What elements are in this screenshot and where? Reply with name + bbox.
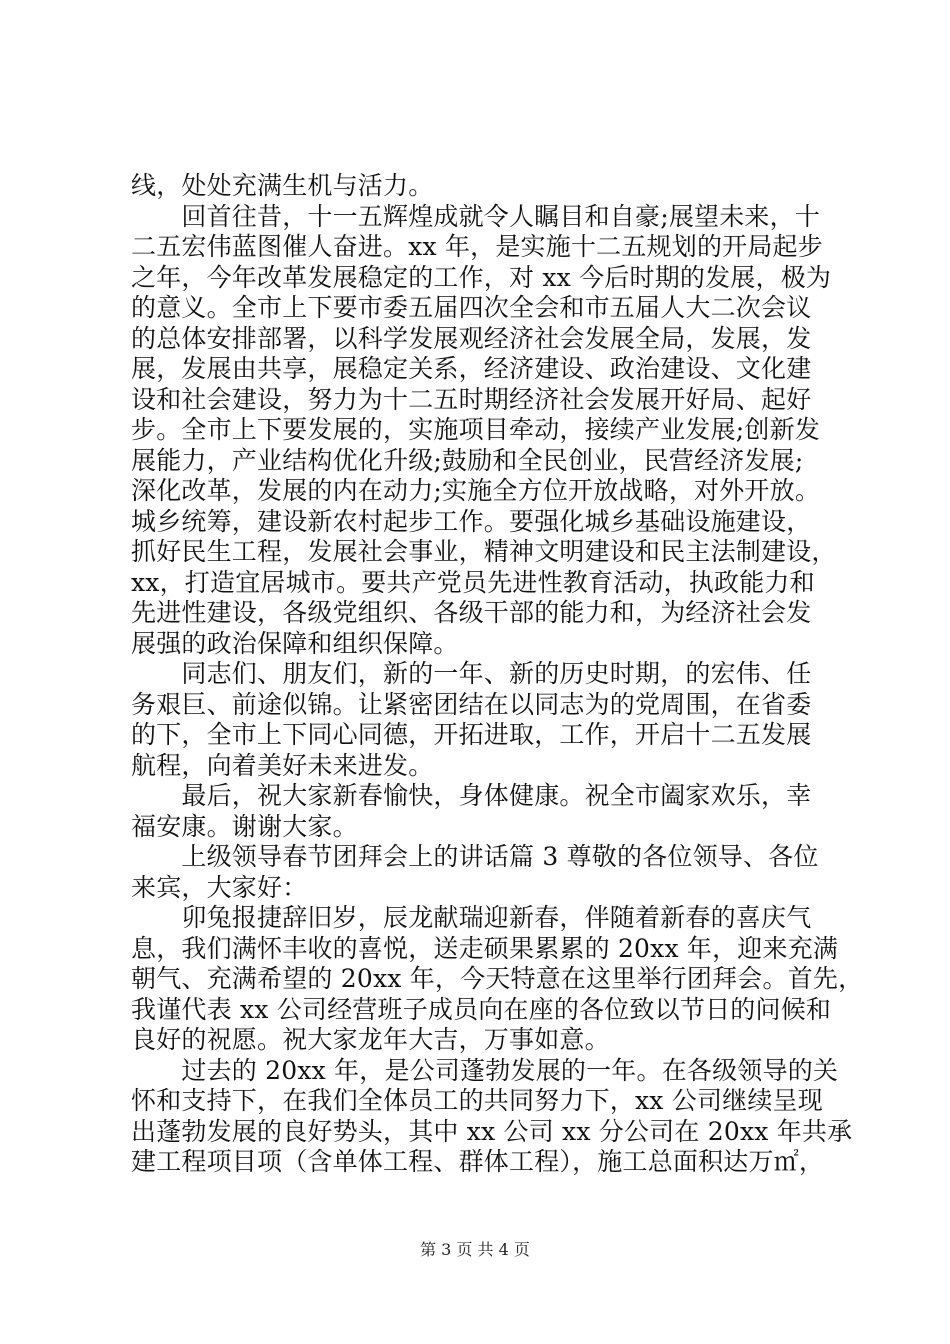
text-line: 务艰巨、前途似锦。让紧密团结在以同志为的党周围，在省委 xyxy=(131,689,812,719)
text-line: 的意义。全市上下要市委五届四次全会和市五届人大二次会议 xyxy=(131,293,812,322)
text-line: 的下，全市上下同心同德，开拓进取，工作，开启十二五发展 xyxy=(131,720,812,749)
text-line: 怀和支持下，在我们全体员工的共同努力下，xx 公司继续呈现 xyxy=(131,1086,823,1115)
text-line: 的总体安排部署，以科学发展观经济社会发展全局，发展，发 xyxy=(131,323,812,353)
text-line: 出蓬勃发展的良好势头，其中 xx 公司 xx 分公司在 20xx 年共承 xyxy=(131,1116,853,1146)
text-line: 息，我们满怀丰收的喜悦，送走硕果累累的 20xx 年，迎来充满 xyxy=(131,933,839,963)
text-line: 展强的政治保障和组织保障。 xyxy=(131,628,459,658)
text-line: 展，发展由共享，展稳定关系，经济建设、政治建设、文化建 xyxy=(131,354,812,383)
text-line: 航程，向着美好未来进发。 xyxy=(131,750,434,780)
text-line: 线，处处充满生机与活力。 xyxy=(131,171,434,200)
text-line: 步。全市上下要发展的，实施项目牵动，接续产业发展;创新发 xyxy=(131,415,821,444)
text-line: 上级领导春节团拜会上的讲话篇 3 尊敬的各位领导、各位 xyxy=(131,842,819,871)
text-line: 之年，今年改革发展稳定的工作，对 xx 今后时期的发展，极为 xyxy=(131,262,832,292)
text-line: 抓好民生工程，发展社会事业，精神文明建设和民主法制建设， xyxy=(131,537,837,566)
page-footer: 第 3 页 共 4 页 xyxy=(420,1240,530,1259)
text-line: 展能力，产业结构优化升级;鼓励和全民创业，民营经济发展; xyxy=(131,445,804,475)
text-line: xx，打造宜居城市。要共产党员先进性教育活动，执政能力和 xyxy=(131,567,815,597)
text-line: 来宾，大家好： xyxy=(131,872,308,902)
text-line: 良好的祝愿。祝大家龙年大吉，万事如意。 xyxy=(131,1025,610,1054)
text-line: 建工程项目项（含单体工程、群体工程），施工总面积达万㎡， xyxy=(131,1147,825,1176)
text-line: 设和社会建设，努力为十二五时期经济社会发展开好局、起好 xyxy=(131,384,812,414)
text-line: 城乡统筹，建设新农村起步工作。要强化城乡基础设施建设， xyxy=(131,506,812,536)
text-line: 先进性建设，各级党组织、各级干部的能力和，为经济社会发 xyxy=(131,598,812,627)
text-line: 回首往昔，十一五辉煌成就令人瞩目和自豪;展望未来，十 xyxy=(131,201,821,231)
text-line: 深化改革，发展的内在动力;实施全方位开放战略，对外开放。 xyxy=(131,476,821,505)
text-line: 朝气、充满希望的 20xx 年，今天特意在这里举行团拜会。首先， xyxy=(131,964,864,993)
text-line: 最后，祝大家新春愉快，身体健康。祝全市阖家欢乐，幸 xyxy=(131,781,812,810)
text-line: 卯兔报捷辞旧岁，辰龙献瑞迎新春，伴随着新春的喜庆气 xyxy=(131,903,812,932)
text-line: 我谨代表 xx 公司经营班子成员向在座的各位致以节日的问候和 xyxy=(131,994,832,1024)
text-line: 二五宏伟蓝图催人奋进。xx 年，是实施十二五规划的开局起步 xyxy=(131,232,823,261)
text-line: 过去的 20xx 年，是公司蓬勃发展的一年。在各级领导的关 xyxy=(131,1055,839,1085)
text-line: 福安康。谢谢大家。 xyxy=(131,811,358,841)
text-line: 同志们、朋友们，新的一年、新的历史时期，的宏伟、任 xyxy=(131,659,812,688)
